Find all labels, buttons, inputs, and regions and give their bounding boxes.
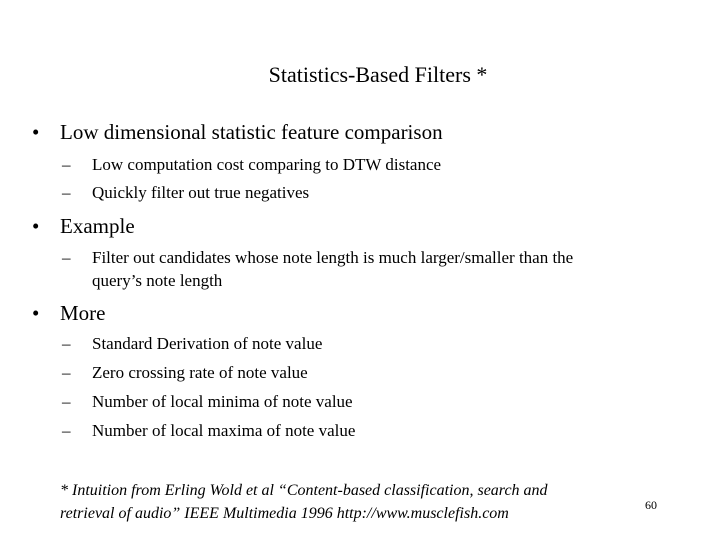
bullet-icon: • bbox=[32, 301, 40, 325]
dash-icon: – bbox=[62, 334, 71, 353]
dash-icon: – bbox=[62, 248, 71, 267]
bullet-label: Example bbox=[60, 214, 135, 238]
page-number: 60 bbox=[645, 498, 657, 512]
sub-item-text: Number of local maxima of note value bbox=[92, 421, 356, 440]
sub-item-text: Standard Derivation of note value bbox=[92, 334, 323, 353]
bullet-label: Low dimensional statistic feature comparison bbox=[60, 120, 443, 144]
bullet-icon: • bbox=[32, 120, 40, 144]
sub-item-text: query’s note length bbox=[92, 271, 223, 290]
bullet-label: More bbox=[60, 301, 106, 325]
dash-icon: – bbox=[62, 392, 71, 411]
sub-item-text: Number of local minima of note value bbox=[92, 392, 353, 411]
sub-item-text: Quickly filter out true negatives bbox=[92, 183, 310, 202]
sub-item-text: Zero crossing rate of note value bbox=[92, 363, 308, 382]
bullet-icon: • bbox=[32, 214, 40, 238]
dash-icon: – bbox=[62, 363, 71, 382]
footnote-line: * Intuition from Erling Wold et al “Content-based classification, search and bbox=[60, 482, 548, 499]
sub-item-text: Low computation cost comparing to DTW distance bbox=[92, 155, 442, 174]
dash-icon: – bbox=[62, 183, 71, 202]
dash-icon: – bbox=[62, 155, 71, 174]
slide-title: Statistics-Based Filters * bbox=[268, 62, 488, 87]
sub-item-text: Filter out candidates whose note length is much larger/smaller than the bbox=[92, 248, 574, 267]
dash-icon: – bbox=[62, 421, 71, 440]
footnote bbox=[60, 479, 630, 525]
footnote-line: retrieval of audio” IEEE Multimedia 1996 http://www.musclefish.com bbox=[60, 505, 509, 522]
